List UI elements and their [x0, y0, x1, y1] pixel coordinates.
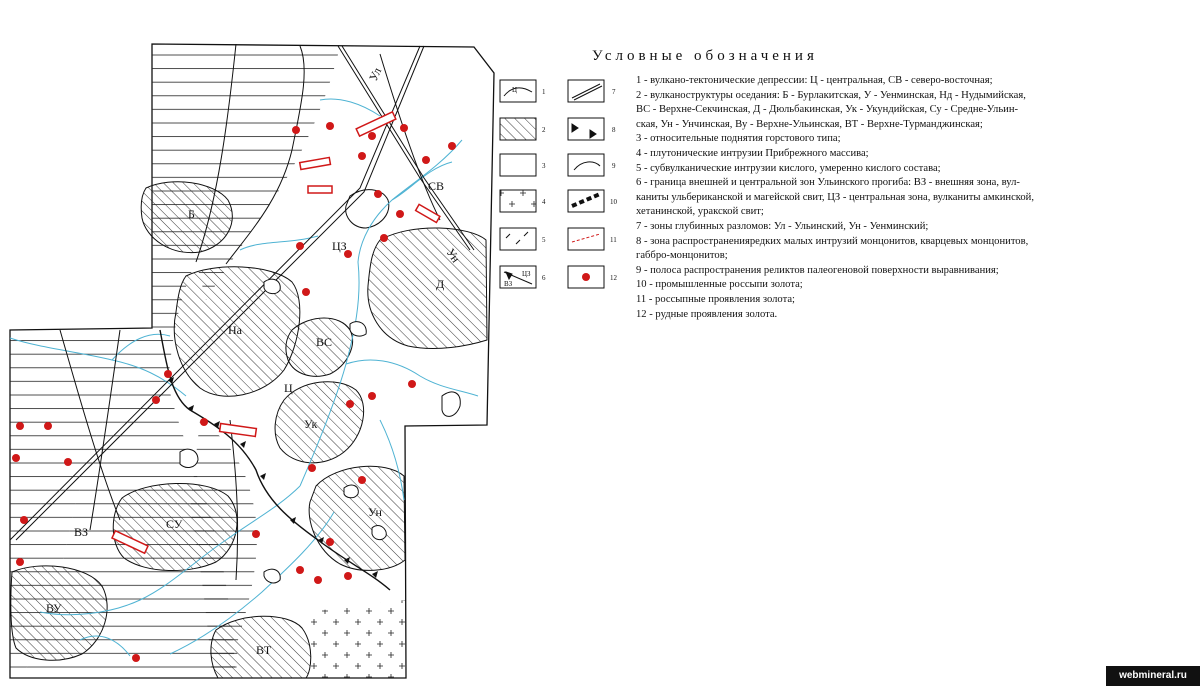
legend-item: хетанинской, уракской свит; [636, 206, 764, 218]
legend-swatches [500, 80, 604, 288]
swatch-num-11: 11 [610, 236, 617, 244]
label-d: Д [436, 277, 445, 291]
legend-item: 3 - относительные поднятия горстового типа; [636, 133, 841, 145]
legend-item: 11 - россыпные проявления золота; [636, 293, 795, 305]
label-vz: ВЗ [74, 525, 89, 539]
legend-item: каниты ульбериканской и магейской свит, ЦЗ - центральная зона, вулканиты амкинской, [636, 191, 1034, 203]
legend-item: 4 - плутонические интрузии Прибрежного массива; [636, 147, 869, 159]
label-uk: Ук [304, 417, 318, 431]
swatch-num-12: 12 [610, 274, 617, 282]
legend-item: габбро-монцонитов; [636, 250, 728, 262]
swatch-6-vz: ВЗ [504, 280, 513, 288]
label-ul-fault: Ул [366, 65, 385, 84]
label-su: СУ [166, 517, 183, 531]
legend-swatch-numbers [542, 88, 618, 282]
label-c: Ц [284, 381, 293, 395]
label-un: Ун [368, 505, 382, 519]
legend-item: 9 - полоса распространения реликтов палеогеновой поверхности выравнивания; [636, 264, 999, 276]
swatch-num-7: 7 [612, 88, 616, 96]
legend-items [636, 74, 1196, 322]
plutonic-intrusion [306, 600, 406, 678]
swatch-num-8: 8 [612, 126, 616, 134]
legend-item: 10 - промышленные россыпи золота; [636, 279, 803, 291]
legend-item: ская, Ун - Унчинская, Ву - Верхне-Ульинская, ВТ - Верхне-Турманджинская; [636, 118, 983, 130]
swatch-1-letter: Ц [512, 86, 518, 94]
structure-d [368, 228, 487, 349]
swatch-num-1: 1 [542, 88, 546, 96]
legend-item: 12 - рудные проявления золота. [636, 308, 778, 320]
swatch-num-4: 4 [542, 198, 546, 206]
legend-title: Условные обозначения [592, 48, 818, 64]
legend-item: 5 - субвулканические интрузии кислого, умеренно кислого состава; [636, 162, 941, 174]
label-b: Б [188, 207, 195, 221]
legend-item: 1 - вулкано-тектонические депрессии: Ц - центральная, СВ - северо-восточная; [636, 75, 993, 86]
swatch-num-10: 10 [610, 198, 617, 206]
label-na: На [228, 323, 242, 337]
swatch-num-3: 3 [542, 162, 546, 170]
label-sv: СВ [428, 179, 445, 193]
label-vu: ВУ [46, 601, 62, 615]
label-un-fault: Ун [443, 245, 463, 266]
swatch-num-6: 6 [542, 274, 546, 282]
label-vt: ВТ [256, 643, 272, 657]
label-cz: ЦЗ [332, 239, 347, 253]
swatch-num-5: 5 [542, 236, 546, 244]
swatch-num-2: 2 [542, 126, 546, 134]
swatch-6-cz: ЦЗ [522, 270, 531, 278]
legend-item: 8 - зона распространенияредких малых интрузий монцонитов, кварцевых монцонитов, [636, 235, 1029, 247]
label-vs: ВС [316, 335, 333, 349]
watermark: webmineral.ru [1106, 666, 1200, 686]
swatch-num-9: 9 [612, 162, 616, 170]
legend-item: 6 - граница внешней и центральной зон Ульинского прогиба: ВЗ - внешняя зона, вул- [636, 177, 1020, 189]
legend-item: 2 - вулканоструктуры оседания: Б - Бурлакитская, У - Уенминская, Нд - Нудымийская, [636, 89, 1026, 101]
legend-item: 7 - зоны глубинных разломов: Ул - Ульинский, Ун - Уенминский; [636, 220, 929, 232]
legend-item: ВС - Верхне-Секчинская, Д - Дюльбакинская, Ук - Укундийская, Су - Средне-Ульин- [636, 104, 1019, 116]
